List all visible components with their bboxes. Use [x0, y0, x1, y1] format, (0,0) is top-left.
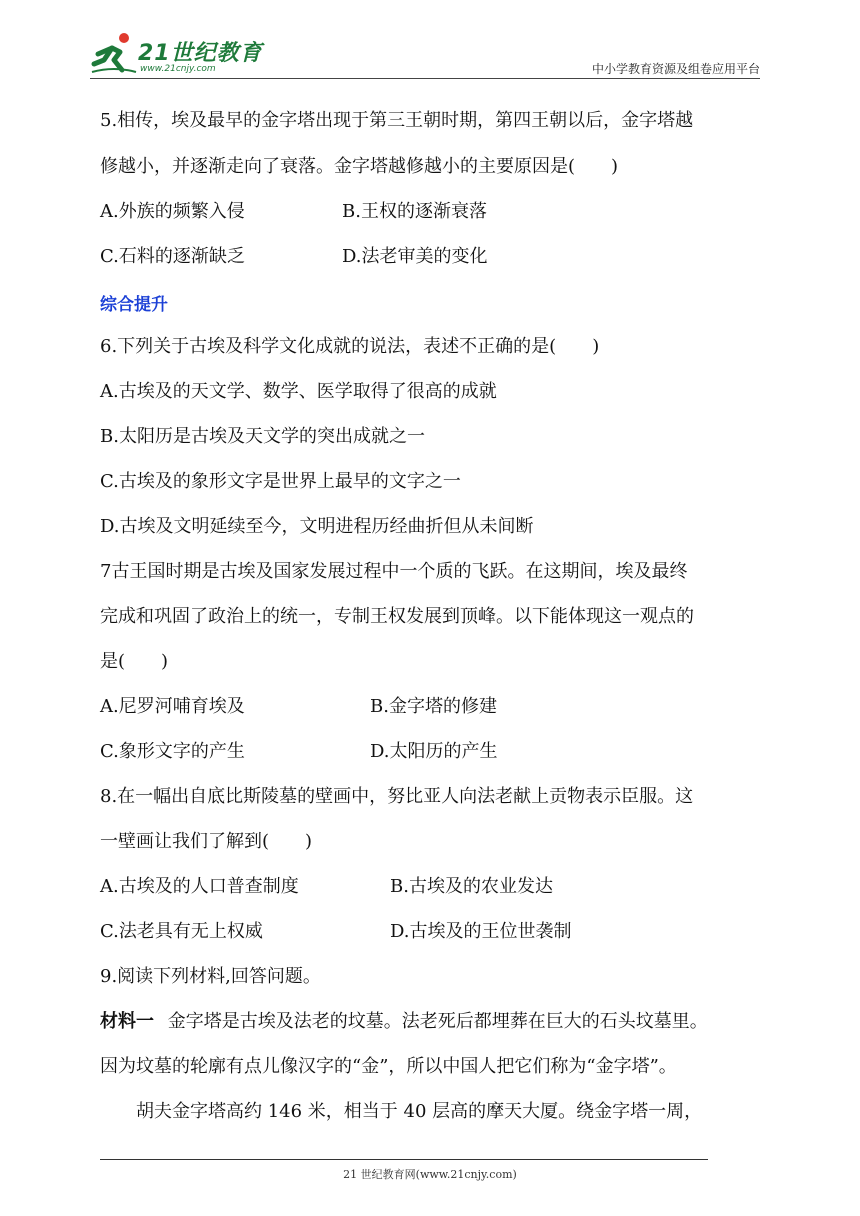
q5-option-b: B.王权的逐渐衰落 — [342, 201, 487, 222]
q6-option-d: D.古埃及文明延续至今，文明进程历经曲折但从未间断 — [100, 516, 534, 537]
q9-material-line2: 因为坟墓的轮廓有点儿像汉字的“金”，所以中国人把它们称为“金字塔”。 — [100, 1056, 677, 1077]
runner-logo-icon — [90, 30, 138, 78]
q6-option-b: B.太阳历是古埃及天文学的突出成就之一 — [100, 426, 425, 447]
q7-option-c: C.象形文字的产生 — [100, 741, 245, 762]
q9-material-line3: 胡夫金字塔高约 146 米，相当于 40 层高的摩天大厦。绕金字塔一周， — [136, 1101, 703, 1122]
footer-divider — [100, 1159, 708, 1160]
q8-option-a: A.古埃及的人口普查制度 — [100, 876, 299, 897]
q5-option-c: C.石料的逐渐缺乏 — [100, 246, 245, 267]
q5-stem-line2: 修越小，并逐渐走向了衰落。金字塔越修越小的主要原因是( ) — [100, 156, 619, 177]
q7-stem-line2: 完成和巩固了政治上的统一，专制王权发展到顶峰。以下能体现这一观点的 — [100, 606, 694, 627]
q7-option-a: A.尼罗河哺育埃及 — [100, 696, 245, 717]
q6-option-c: C.古埃及的象形文字是世界上最早的文字之一 — [100, 471, 461, 492]
q6-option-a: A.古埃及的天文学、数学、医学取得了很高的成就 — [100, 381, 497, 402]
q8-stem-line2: 一壁画让我们了解到( ) — [100, 831, 313, 852]
q7-stem-line1: 7古王国时期是古埃及国家发展过程中一个质的飞跃。在这期间，埃及最终 — [100, 561, 688, 582]
logo-url: www.21cnjy.com — [140, 64, 216, 74]
site-logo — [90, 30, 270, 80]
page-footer: 21 世纪教育网(www.21cnjy.com) — [343, 1168, 517, 1181]
q8-stem-line1: 8.在一幅出自底比斯陵墓的壁画中，努比亚人向法老献上贡物表示臣服。这 — [100, 786, 694, 807]
header-divider — [90, 78, 760, 79]
q5-option-d: D.法老审美的变化 — [342, 246, 488, 267]
section-title: 综合提升 — [100, 295, 168, 315]
q7-option-b: B.金字塔的修建 — [370, 696, 497, 717]
q8-option-c: C.法老具有无上权威 — [100, 921, 263, 942]
q8-option-b: B.古埃及的农业发达 — [390, 876, 553, 897]
page-header — [90, 30, 760, 80]
q6-stem: 6.下列关于古埃及科学文化成就的说法，表述不正确的是( ) — [100, 336, 600, 357]
material-label: 材料一 — [100, 1011, 154, 1032]
q9-stem: 9.阅读下列材料,回答问题。 — [100, 966, 321, 987]
q8-option-d: D.古埃及的王位世袭制 — [390, 921, 572, 942]
q5-stem-line1: 5.相传，埃及最早的金字塔出现于第三王朝时期，第四王朝以后，金字塔越 — [100, 110, 694, 131]
q9-material-line1 — [100, 1009, 708, 1035]
logo-text: 21世纪教育 — [138, 41, 263, 66]
q7-option-d: D.太阳历的产生 — [370, 741, 498, 762]
q7-stem-line3: 是( ) — [100, 651, 169, 672]
platform-name: 中小学教育资源及组卷应用平台 — [591, 62, 760, 76]
q5-option-a: A.外族的频繁入侵 — [100, 201, 245, 222]
material-text-1: 金字塔是古埃及法老的坟墓。法老死后都埋葬在巨大的石头坟墓里。 — [167, 1011, 708, 1032]
